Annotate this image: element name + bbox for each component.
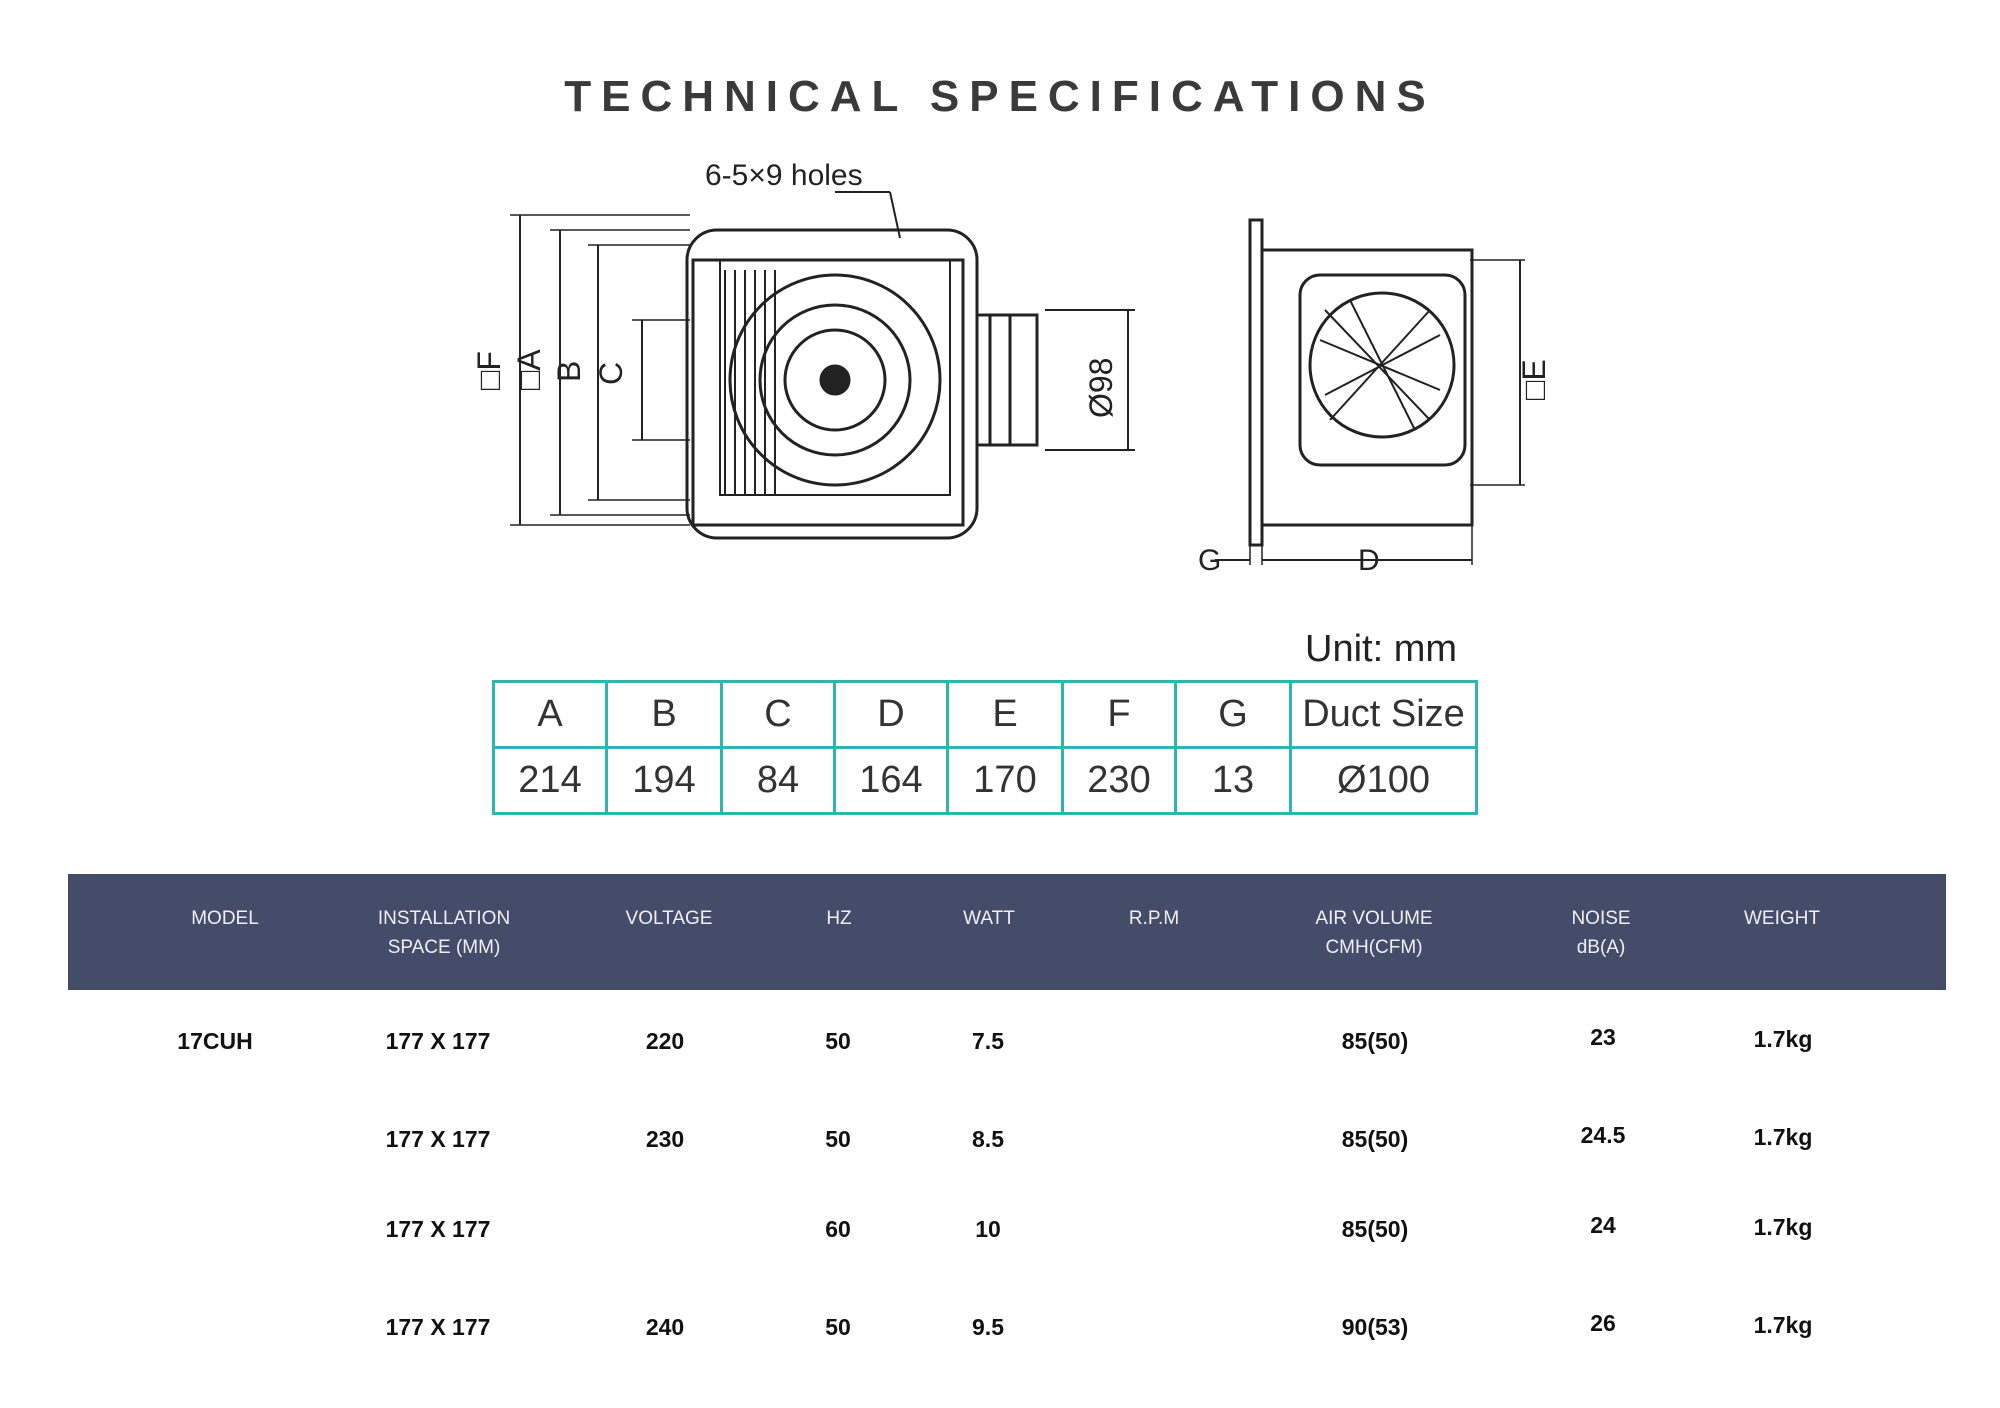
cell-installation-space: 177 X 177 xyxy=(385,1028,491,1054)
header-installation-space-line1: INSTALLATION xyxy=(377,908,511,929)
dimension-header-b: B xyxy=(607,682,722,748)
header-watt: WATT xyxy=(963,908,1015,929)
header-rpm: R.P.M xyxy=(1128,908,1180,929)
dimension-header-duct-size: Duct Size xyxy=(1291,682,1477,748)
header-noise xyxy=(1571,904,1630,962)
cell-hz: 60 xyxy=(825,1216,851,1242)
cell-noise: 26 xyxy=(1590,1310,1616,1336)
cell-noise: 24 xyxy=(1590,1212,1616,1238)
cell-hz: 50 xyxy=(825,1028,851,1054)
dimension-label-a: □A xyxy=(511,349,547,390)
cell-installation-space: 177 X 177 xyxy=(385,1216,491,1242)
dimension-label-duct-diameter: Ø98 xyxy=(1083,357,1119,418)
dimension-value-row xyxy=(494,748,1477,814)
dimension-label-d: D xyxy=(1358,544,1380,577)
header-air-volume xyxy=(1315,904,1432,962)
unit-label: Unit: mm xyxy=(1305,628,1457,670)
dimension-label-e: □E xyxy=(1516,359,1552,400)
fan-dimension-drawing xyxy=(471,159,1580,590)
dimension-label-g: G xyxy=(1198,544,1222,577)
cell-weight: 1.7kg xyxy=(1753,1312,1813,1338)
cell-watt: 8.5 xyxy=(972,1126,1004,1152)
cell-noise: 24.5 xyxy=(1580,1122,1626,1148)
cell-noise: 23 xyxy=(1590,1024,1616,1050)
holes-label: 6-5×9 holes xyxy=(705,159,863,192)
cell-air-volume: 85(50) xyxy=(1341,1028,1409,1054)
cell-watt: 10 xyxy=(975,1216,1001,1242)
dimension-value-duct-size: Ø100 xyxy=(1291,748,1477,814)
cell-air-volume: 85(50) xyxy=(1341,1126,1409,1152)
header-noise-line2: dB(A) xyxy=(1576,937,1626,958)
cell-voltage: 220 xyxy=(645,1028,685,1054)
dimension-header-d: D xyxy=(835,682,948,748)
cell-weight: 1.7kg xyxy=(1753,1214,1813,1240)
side-flange xyxy=(1250,220,1262,545)
fan-hub xyxy=(821,366,849,394)
spec-table-header xyxy=(68,874,1946,990)
header-air-volume-line1: AIR VOLUME xyxy=(1315,908,1433,929)
technical-drawing xyxy=(471,159,1580,590)
header-noise-line1: NOISE xyxy=(1571,908,1631,929)
cell-air-volume: 90(53) xyxy=(1341,1314,1409,1340)
page-title: TECHNICAL SPECIFICATIONS xyxy=(564,72,1436,121)
dimension-header-e: E xyxy=(948,682,1063,748)
dimension-header-a: A xyxy=(494,682,607,748)
side-body xyxy=(1262,250,1472,525)
header-installation-space xyxy=(378,904,510,962)
cell-voltage: 230 xyxy=(645,1126,685,1152)
cell-air-volume: 85(50) xyxy=(1341,1216,1409,1242)
front-duct xyxy=(977,315,1037,445)
side-inlet-grid xyxy=(1320,300,1440,430)
cell-hz: 50 xyxy=(825,1314,851,1340)
dimension-header-row xyxy=(494,682,1477,748)
cell-weight: 1.7kg xyxy=(1753,1026,1813,1052)
dimension-value-c: 84 xyxy=(722,748,835,814)
dimension-header-g: G xyxy=(1176,682,1291,748)
cell-watt: 7.5 xyxy=(972,1028,1004,1054)
header-voltage: VOLTAGE xyxy=(625,908,713,929)
cell-installation-space: 177 X 177 xyxy=(385,1314,491,1340)
dimension-label-b: B xyxy=(551,360,587,382)
dimension-value-e: 170 xyxy=(948,748,1063,814)
header-air-volume-line2: CMH(CFM) xyxy=(1325,937,1423,958)
dimension-value-b: 194 xyxy=(607,748,722,814)
dimension-value-f: 230 xyxy=(1063,748,1176,814)
cell-model: 17CUH xyxy=(177,1028,253,1054)
dimension-table xyxy=(492,680,1478,815)
dimension-header-f: F xyxy=(1063,682,1176,748)
dimension-label-c: C xyxy=(593,361,629,385)
header-weight: WEIGHT xyxy=(1744,908,1820,929)
cell-hz: 50 xyxy=(825,1126,851,1152)
cell-watt: 9.5 xyxy=(972,1314,1004,1340)
header-model: MODEL xyxy=(191,908,259,929)
dimension-value-d: 164 xyxy=(835,748,948,814)
dimension-header-c: C xyxy=(722,682,835,748)
dimension-value-g: 13 xyxy=(1176,748,1291,814)
header-hz: HZ xyxy=(826,908,852,929)
dimension-label-f: □F xyxy=(471,351,507,390)
cell-weight: 1.7kg xyxy=(1753,1124,1813,1150)
cell-voltage: 240 xyxy=(645,1314,685,1340)
header-installation-space-line2: SPACE (MM) xyxy=(387,937,501,958)
dimension-value-a: 214 xyxy=(494,748,607,814)
cell-installation-space: 177 X 177 xyxy=(385,1126,491,1152)
